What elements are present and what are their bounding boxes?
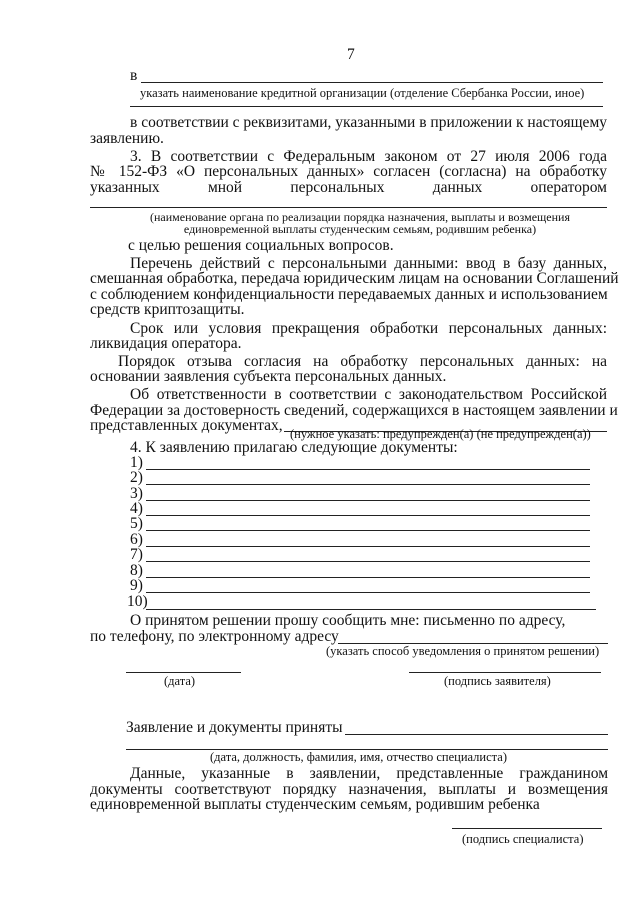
doc-number-3: 3) [130, 485, 143, 502]
doc-line-7[interactable] [146, 561, 590, 562]
date-line[interactable] [126, 672, 241, 673]
item3-line-3: указанных мной персональных данных оператором [90, 179, 607, 196]
page-number: 7 [347, 46, 355, 63]
doc-line-3[interactable] [146, 500, 590, 501]
doc-number-1: 1) [130, 454, 143, 471]
doc-line-5[interactable] [146, 530, 590, 531]
applicant-signature-line[interactable] [409, 672, 601, 673]
doc-number-6: 6) [130, 531, 143, 548]
actions-line-4: средств криптозащиты. [90, 301, 245, 318]
doc-line-1[interactable] [146, 469, 590, 470]
notify-line-2: по телефону, по электронному адресу [90, 628, 339, 645]
actions-line-1: Перечень действий с персональными данными: ввод в базу данных, [130, 255, 607, 272]
doc-line-6[interactable] [146, 546, 590, 547]
item4-title: 4. К заявлению прилагаю следующие документы: [130, 439, 458, 456]
accepted-line-1[interactable] [345, 734, 608, 735]
doc-line-4[interactable] [146, 515, 590, 516]
responsibility-line-2: Федерации за достоверность сведений, содержащихся в настоящем заявлении и [90, 402, 618, 419]
doc-line-8[interactable] [146, 577, 590, 578]
operator-line[interactable] [90, 207, 607, 208]
verification-line-3: единовременной выплаты студенческим семьям, родившим ребенка [90, 796, 540, 813]
item3-line-2: № 152-ФЗ «О персональных данных» согласен (согласна) на обработку [90, 163, 607, 180]
accepted-label: Заявление и документы приняты [126, 719, 343, 736]
notify-hint: (указать способ уведомления о принятом решении) [326, 644, 600, 658]
doc-line-9[interactable] [146, 592, 590, 593]
operator-hint-1: (наименование органа по реализации порядка назначения, выплаты и возмещения [150, 210, 570, 224]
requisites-line-1: в соответствии с реквизитами, указанными в приложении к настоящему [130, 114, 607, 131]
verification-line-1: Данные, указанные в заявлении, представленные гражданином [130, 765, 608, 782]
revocation-line-1: Порядок отзыва согласия на обработку персональных данных: на [118, 353, 607, 370]
bank-hint: указать наименование кредитной организации (отделение Сбербанка России, иное) [140, 86, 585, 100]
item3-line-1: 3. В соответствии с Федеральным законом от 27 июля 2006 года [130, 148, 607, 165]
applicant-signature-label: (подпись заявителя) [444, 674, 551, 688]
operator-hint-2: единовременной выплаты студенческим семьям, родившим ребенка) [183, 222, 537, 236]
bank-prefix: в [130, 67, 138, 84]
notify-line-1: О принятом решении прошу сообщить мне: письменно по адресу, [130, 612, 566, 629]
accepted-hint: (дата, должность, фамилия, имя, отчество специалиста) [210, 750, 507, 764]
responsibility-hint: (нужное указать: предупрежден(а) (не предупрежден(а)) [290, 427, 591, 441]
doc-number-8: 8) [130, 562, 143, 579]
doc-number-10: 10) [127, 593, 148, 610]
doc-number-5: 5) [130, 515, 143, 532]
doc-number-9: 9) [130, 577, 143, 594]
doc-number-2: 2) [130, 469, 143, 486]
verification-line-2: документы соответствуют порядку назначения, выплаты и возмещения [90, 781, 608, 798]
termination-line-1: Срок или условия прекращения обработки персональных данных: [130, 320, 607, 337]
item3-purpose: с целью решения социальных вопросов. [128, 237, 394, 254]
doc-number-4: 4) [130, 500, 143, 517]
actions-line-3: с соблюдением конфиденциальности передаваемых данных и использованием [90, 286, 608, 303]
termination-line-2: ликвидация оператора. [90, 335, 242, 352]
requisites-line-2: заявлению. [90, 130, 164, 147]
bank-name-line[interactable] [141, 82, 603, 83]
revocation-line-2: основании заявления субъекта персональных данных. [90, 368, 447, 385]
responsibility-line-3: представленных документах, [90, 417, 283, 434]
specialist-signature-line[interactable] [452, 828, 602, 829]
date-label: (дата) [164, 674, 196, 688]
specialist-signature-label: (подпись специалиста) [462, 832, 584, 846]
bank-second-line[interactable] [130, 106, 603, 107]
responsibility-line-1: Об ответственности в соответствии с законодательством Российской [130, 386, 607, 403]
actions-line-2: смешанная обработка, передача юридическим лицам на основании Соглашений [90, 270, 619, 287]
doc-line-10[interactable] [146, 609, 596, 610]
doc-line-2[interactable] [146, 484, 590, 485]
doc-number-7: 7) [130, 546, 143, 563]
